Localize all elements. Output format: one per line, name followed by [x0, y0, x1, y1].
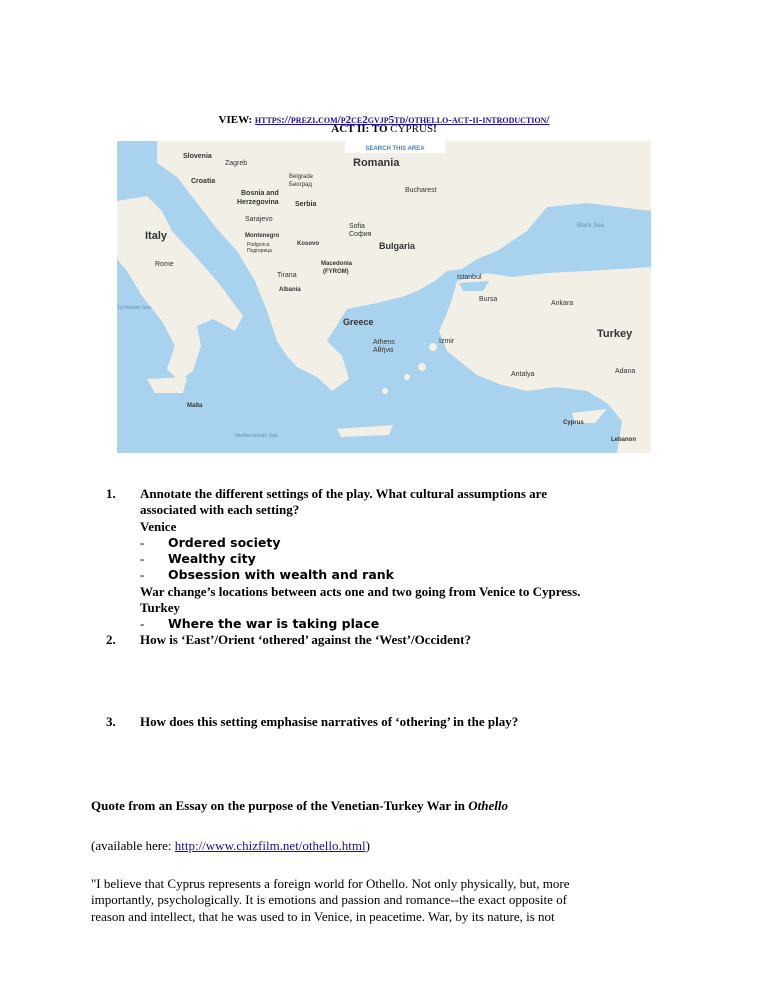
- venice-point-text: Wealthy city: [168, 551, 256, 566]
- quote-heading: [91, 798, 508, 814]
- turkey-point-text: Where the war is taking place: [168, 616, 380, 631]
- label-adana: Adana: [615, 368, 636, 375]
- quote-paragraph: [91, 876, 691, 925]
- venice-point-text: Obsession with wealth and rank: [168, 567, 394, 582]
- label-podgorica-cyr: Подгорица: [247, 248, 272, 254]
- label-sofia-cyr: София: [349, 231, 372, 238]
- avail-prefix: (available here:: [91, 838, 175, 853]
- label-beograd: Београд: [289, 182, 312, 188]
- question-1-line-1: Annotate the different settings of the play. What cultural assumptions are: [140, 486, 547, 501]
- label-albania: Albania: [279, 287, 301, 293]
- label-greece: Greece: [343, 317, 374, 327]
- quote-line-3: reason and intellect, that he was used to in Venice, in peacetime. War, by its nature, is not: [91, 908, 555, 924]
- view-line: [0, 114, 768, 126]
- dash: -: [140, 535, 145, 550]
- avail-suffix: ): [365, 838, 370, 853]
- label-sarajevo: Sarajevo: [245, 216, 273, 223]
- label-turkey: Turkey: [597, 328, 633, 340]
- question-3-text: How does this setting emphasise narratives of ‘othering’ in the play?: [140, 714, 519, 729]
- label-athens-gr: Αθήνα: [373, 347, 394, 354]
- dash: -: [140, 551, 145, 566]
- label-slovenia: Slovenia: [183, 153, 212, 160]
- answer-turkey: Turkey: [140, 600, 180, 615]
- label-croatia: Croatia: [191, 178, 216, 185]
- label-podgorica: Podgorica: [247, 242, 270, 248]
- quote-line-1: "I believe that Cyprus represents a foreign world for Othello. Not only physically, but, more: [91, 876, 570, 891]
- label-zagreb: Zagreb: [225, 160, 248, 167]
- label-belgrade: Belgrade: [289, 174, 314, 180]
- quote-heading-text: Quote from an Essay on the purpose of the Venetian-Turkey War in: [91, 798, 469, 813]
- dash: -: [140, 616, 145, 631]
- chizfilm-link[interactable]: http://www.chizfilm.net/othello.html: [174, 838, 366, 853]
- question-2-text: How is ‘East’/Orient ‘othered’ against the ‘West’/Occident?: [140, 632, 471, 647]
- label-kosovo: Kosovo: [297, 241, 320, 247]
- answer-venice: Venice: [140, 519, 177, 534]
- label-fyrom: (FYROM): [323, 269, 349, 275]
- label-ankara: Ankara: [551, 300, 574, 307]
- label-montenegro: Montenegro: [245, 233, 280, 239]
- label-romania: Romania: [353, 157, 400, 169]
- label-cyprus: Cyprus: [563, 420, 584, 426]
- title-end: !: [433, 123, 437, 135]
- label-bulgaria: Bulgaria: [379, 241, 416, 251]
- label-bosnia: Bosnia and: [241, 190, 279, 197]
- map-image: [117, 141, 651, 453]
- label-bucharest: Bucharest: [405, 187, 437, 194]
- map-search-banner[interactable]: SEARCH THIS AREA: [365, 146, 425, 152]
- label-tirana: Tirana: [277, 272, 297, 279]
- quote-line-2: importantly, psychologically. It is emotions and passion and romance--the exact opposite of: [91, 892, 567, 908]
- label-macedonia: Macedonia: [321, 261, 353, 267]
- label-athens: Athens: [373, 339, 395, 346]
- label-izmir: Izmir: [439, 338, 455, 345]
- label-rome: Rome: [155, 261, 174, 268]
- question-3-number: 3.: [106, 714, 116, 729]
- label-malta: Malta: [187, 403, 203, 409]
- label-antalya: Antalya: [511, 371, 535, 378]
- question-2-number: 2.: [106, 632, 116, 647]
- label-serbia: Serbia: [295, 201, 317, 208]
- question-1-line-2: associated with each setting?: [140, 502, 300, 518]
- view-label: VIEW:: [218, 114, 253, 126]
- label-sofia: Sofia: [349, 223, 365, 230]
- label-italy: Italy: [145, 230, 168, 242]
- label-bursa: Bursa: [479, 296, 498, 303]
- question-1-text: [140, 486, 700, 519]
- label-black-sea: Black Sea: [577, 223, 605, 229]
- answer-war-change: War change’s locations between acts one and two going from Venice to Cypress.: [140, 584, 581, 599]
- label-herzegovina: Herzegovina: [237, 199, 279, 206]
- title-rest: CYPRUS: [387, 123, 434, 135]
- availability-line: [91, 838, 370, 854]
- prezi-link[interactable]: https://prezi.com/p2ce2gvjp5td/othello-act-ii-introduction/: [254, 114, 550, 126]
- dash: -: [140, 567, 145, 582]
- label-tyrrhenian: Tyrrhenian Sea: [117, 305, 151, 311]
- label-mediterranean: Mediterranean Sea: [235, 433, 278, 439]
- quote-heading-italic: Othello: [468, 798, 509, 813]
- title-bold: ACT II: TO: [331, 123, 388, 135]
- label-lebanon: Lebanon: [611, 437, 636, 443]
- question-1-number: 1.: [106, 486, 116, 501]
- label-istanbul: Istanbul: [457, 274, 482, 281]
- venice-point-text: Ordered society: [168, 535, 281, 550]
